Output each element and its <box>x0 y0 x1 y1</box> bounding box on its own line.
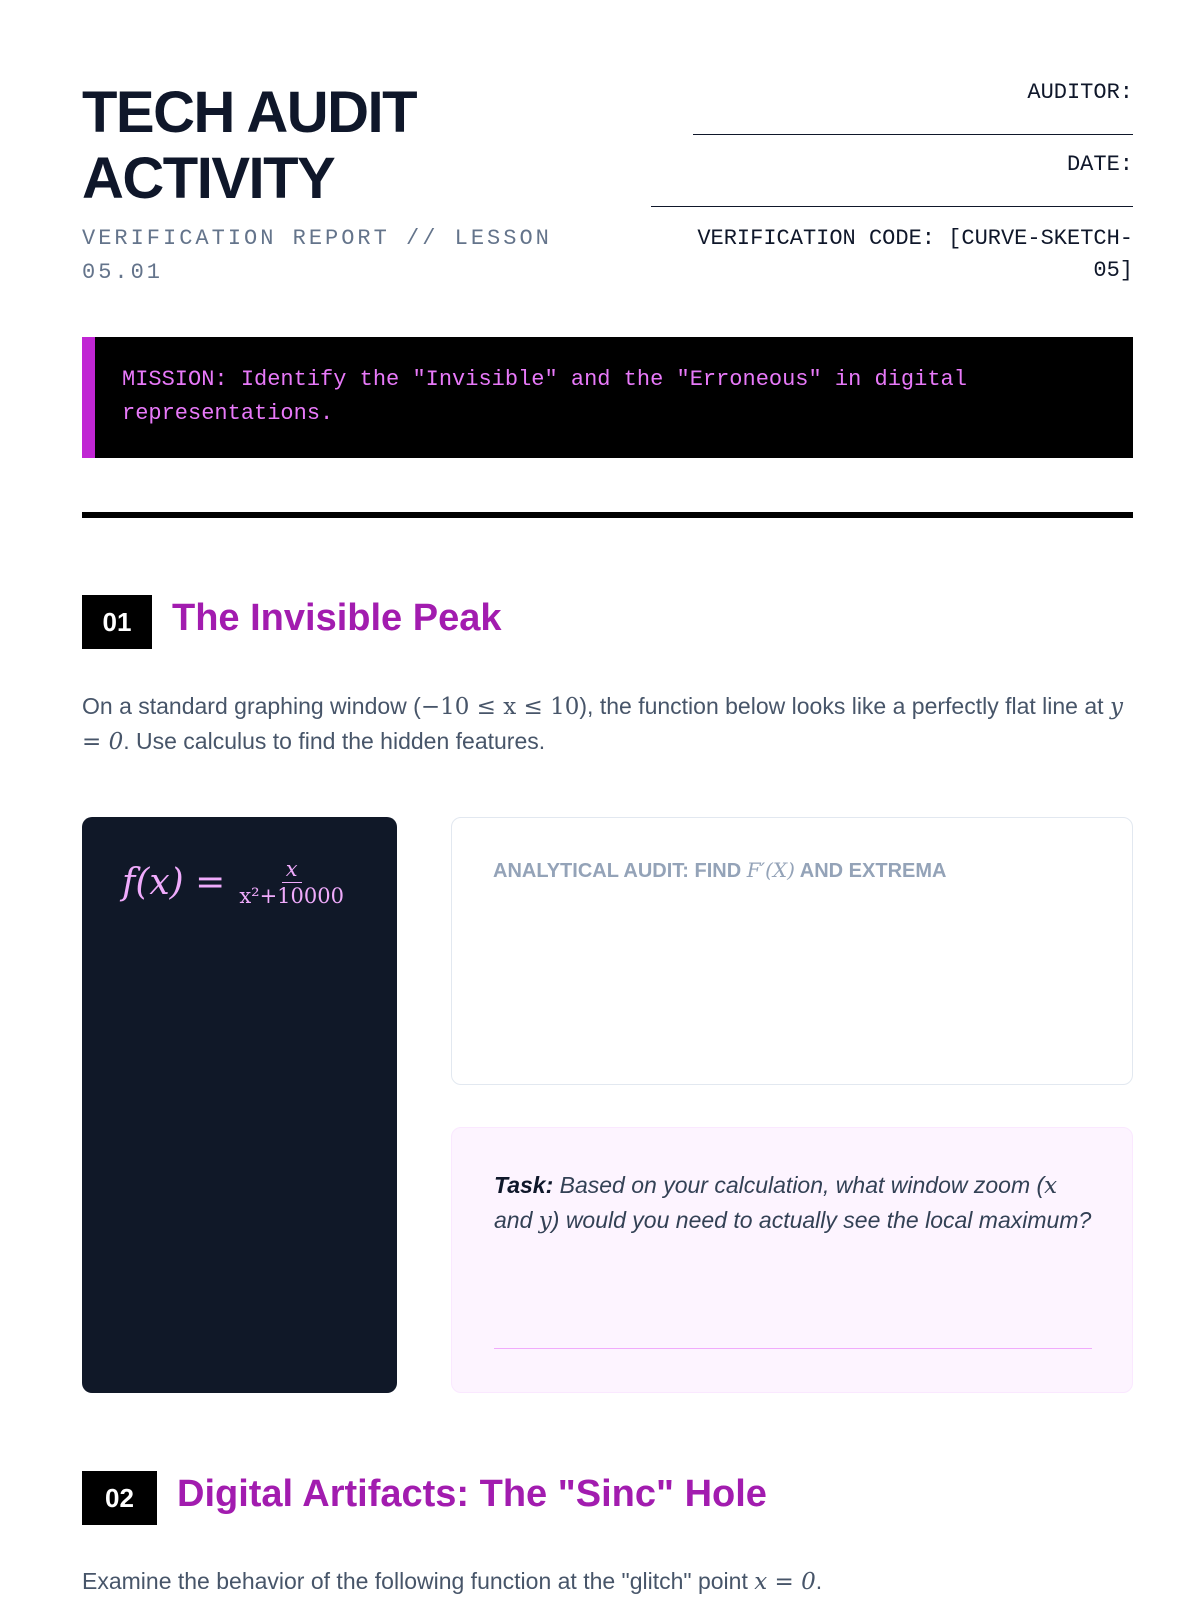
analytical-audit-answer-box[interactable] <box>451 817 1133 1085</box>
task-text-part: ) would you need to actually see the local maximum? <box>551 1207 1092 1233</box>
intro-text: ), the function below looks like a perfectly flat line at <box>579 693 1110 719</box>
title-line-2: ACTIVITY <box>82 146 335 211</box>
section-intro <box>82 689 1133 759</box>
date-label: DATE: <box>1066 152 1133 177</box>
formula-numerator: x <box>282 857 302 883</box>
intro-text: On a standard graphing window ( <box>82 693 421 719</box>
formula-fraction <box>239 857 344 908</box>
intro-math-line: y = 0 <box>82 694 1123 755</box>
audit-label-text: ANALYTICAL AUDIT: FIND <box>493 860 747 882</box>
intro-math-domain: −10 ≤ x ≤ 10 <box>420 694 580 720</box>
intro-text: Examine the behavior of the following function at the "glitch" point <box>82 1568 755 1594</box>
intro-text: . Use calculus to find the hidden features. <box>123 728 546 754</box>
task-label: Task: <box>494 1172 554 1198</box>
section-number-badge: 02 <box>82 1471 157 1525</box>
page-subtitle: VERIFICATION REPORT // LESSON 05.01 <box>82 226 552 285</box>
intro-math-point: x = 0 <box>754 1569 816 1595</box>
worksheet-page <box>82 0 1133 1600</box>
date-field[interactable] <box>651 206 1133 207</box>
audit-label-math: F′(X) <box>746 858 795 882</box>
title-line-1: TECH AUDIT <box>82 80 417 145</box>
section-intro <box>82 1564 1133 1599</box>
section-divider <box>82 512 1133 518</box>
task-text-part: and <box>494 1207 539 1233</box>
audit-label-text: AND EXTREMA <box>794 860 947 882</box>
task-math: x <box>1044 1173 1058 1199</box>
task-text <box>494 1168 1094 1238</box>
task-text-part: Based on your calculation, what window zoom ( <box>553 1172 1045 1198</box>
task-answer-line[interactable] <box>494 1348 1092 1349</box>
formula-denominator: x²+10000 <box>239 884 344 908</box>
function-formula <box>122 857 344 908</box>
mission-text: MISSION: Identify the "Invisible" and the "Erroneous" in digital representations. <box>122 367 967 426</box>
auditor-field[interactable] <box>693 134 1133 135</box>
header-meta <box>613 80 1133 295</box>
section-title: Digital Artifacts: The "Sinc" Hole <box>177 1473 767 1515</box>
task-box <box>451 1127 1133 1393</box>
task-math: y <box>538 1208 552 1234</box>
function-card <box>82 817 397 1393</box>
formula-lhs: f(x) = <box>122 862 226 903</box>
intro-text: . <box>815 1568 823 1594</box>
page-title <box>82 80 416 212</box>
section-title: The Invisible Peak <box>172 597 502 639</box>
mission-banner <box>82 337 1133 458</box>
verification-code-line-1: VERIFICATION CODE: [CURVE-SKETCH- <box>697 226 1133 251</box>
verification-code-line-2: 05] <box>1093 258 1133 283</box>
section-number-badge: 01 <box>82 595 152 649</box>
audit-label <box>493 858 946 883</box>
auditor-label: AUDITOR: <box>1027 80 1133 105</box>
